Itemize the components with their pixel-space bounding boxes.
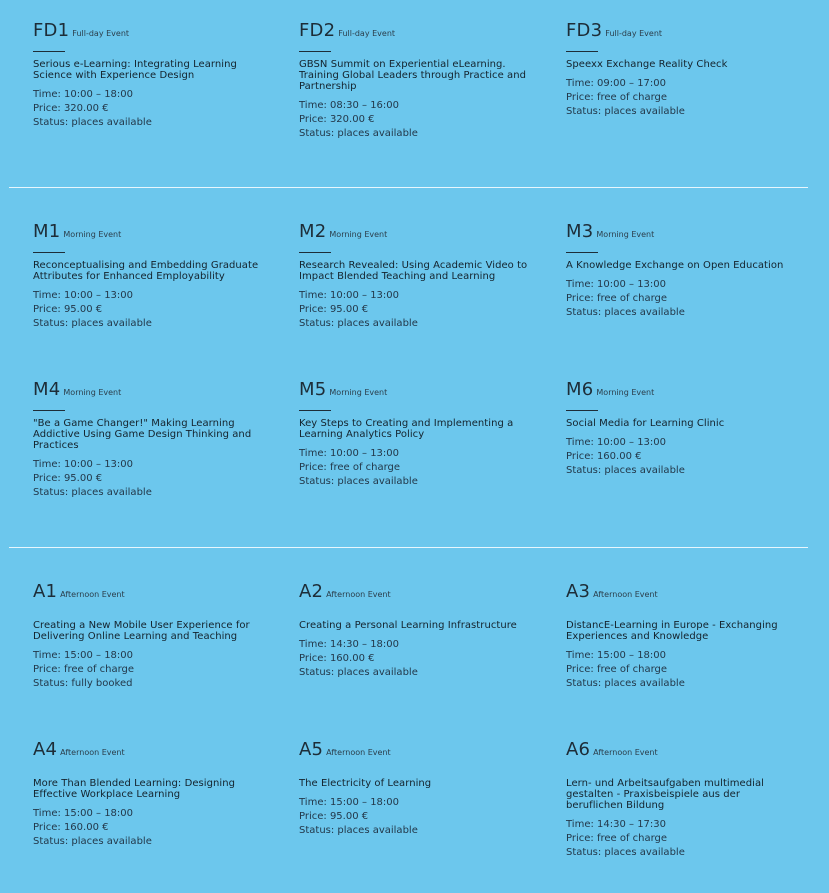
event-code: M6 bbox=[566, 379, 594, 400]
event-time: Time: 10:00 – 13:00 bbox=[299, 290, 400, 301]
event-title[interactable]: Speexx Exchange Reality Check bbox=[566, 59, 728, 70]
event-meta bbox=[566, 77, 798, 119]
event-time: Time: 08:30 – 16:00 bbox=[299, 100, 400, 111]
section-divider bbox=[9, 187, 808, 188]
event-title[interactable]: Lern- und Arbeitsaufgaben multimedial gestalten - Praxisbeispiele aus der beruflichen Bildung bbox=[566, 778, 764, 811]
event-card-m1[interactable] bbox=[33, 221, 273, 331]
event-title[interactable]: More Than Blended Learning: Designing Effective Workplace Learning bbox=[33, 778, 236, 800]
event-header bbox=[299, 581, 539, 605]
event-time: Time: 10:00 – 13:00 bbox=[566, 279, 667, 290]
event-type: Full-day Event bbox=[338, 29, 396, 38]
event-rule bbox=[299, 51, 331, 52]
event-time: Time: 10:00 – 13:00 bbox=[33, 459, 134, 470]
event-rule bbox=[566, 252, 598, 253]
event-price: Price: free of charge bbox=[566, 92, 668, 103]
event-status: Status: places available bbox=[299, 476, 418, 487]
event-status: Status: places available bbox=[299, 128, 418, 139]
event-rule bbox=[566, 51, 598, 52]
event-price: Price: free of charge bbox=[566, 293, 668, 304]
event-meta bbox=[566, 436, 798, 478]
event-status: Status: places available bbox=[33, 318, 152, 329]
event-title[interactable]: The Electricity of Learning bbox=[299, 778, 432, 789]
event-time: Time: 14:30 – 18:00 bbox=[299, 639, 400, 650]
event-title[interactable]: "Be a Game Changer!" Making Learning Addictive Using Game Design Thinking and Practices bbox=[33, 418, 252, 451]
event-type: Morning Event bbox=[63, 388, 122, 397]
event-code: FD3 bbox=[566, 20, 603, 41]
event-card-a6[interactable] bbox=[566, 739, 798, 860]
event-code: FD1 bbox=[33, 20, 70, 41]
event-status: Status: places available bbox=[33, 117, 152, 128]
event-time: Time: 10:00 – 13:00 bbox=[566, 437, 667, 448]
event-header bbox=[33, 739, 273, 763]
event-title[interactable]: Reconceptualising and Embedding Graduate Attributes for Enhanced Employability bbox=[33, 260, 259, 282]
event-meta bbox=[299, 796, 539, 838]
event-header bbox=[566, 379, 798, 403]
event-card-m6[interactable] bbox=[566, 379, 798, 478]
event-type: Morning Event bbox=[596, 388, 655, 397]
event-price: Price: 95.00 € bbox=[33, 304, 103, 315]
event-code: M4 bbox=[33, 379, 61, 400]
event-card-a4[interactable] bbox=[33, 739, 273, 849]
event-price: Price: 160.00 € bbox=[299, 653, 375, 664]
event-time: Time: 09:00 – 17:00 bbox=[566, 78, 667, 89]
event-time: Time: 10:00 – 18:00 bbox=[33, 89, 134, 100]
event-code: A2 bbox=[299, 581, 324, 602]
event-status: Status: places available bbox=[566, 847, 685, 858]
event-meta bbox=[33, 649, 273, 691]
event-meta bbox=[566, 649, 798, 691]
event-status: Status: places available bbox=[566, 106, 685, 117]
event-type: Afternoon Event bbox=[60, 748, 125, 757]
event-price: Price: 95.00 € bbox=[299, 304, 369, 315]
event-title[interactable]: Research Revealed: Using Academic Video to Impact Blended Teaching and Learning bbox=[299, 260, 528, 282]
event-price: Price: 320.00 € bbox=[299, 114, 375, 125]
event-price: Price: free of charge bbox=[566, 833, 668, 844]
event-header bbox=[566, 20, 798, 44]
event-header bbox=[33, 379, 273, 403]
event-header bbox=[299, 379, 539, 403]
event-status: Status: fully booked bbox=[33, 678, 133, 689]
event-status: Status: places available bbox=[299, 318, 418, 329]
event-rule bbox=[33, 51, 65, 52]
event-status: Status: places available bbox=[299, 825, 418, 836]
event-title[interactable]: Creating a New Mobile User Experience for Delivering Online Learning and Teaching bbox=[33, 620, 250, 642]
event-header bbox=[299, 221, 539, 245]
event-status: Status: places available bbox=[566, 307, 685, 318]
event-card-m4[interactable] bbox=[33, 379, 273, 500]
event-title[interactable]: Serious e-Learning: Integrating Learning Science with Experience Design bbox=[33, 59, 237, 81]
event-card-m5[interactable] bbox=[299, 379, 539, 489]
event-header bbox=[33, 581, 273, 605]
event-price: Price: free of charge bbox=[566, 664, 668, 675]
event-time: Time: 10:00 – 13:00 bbox=[299, 448, 400, 459]
event-meta bbox=[299, 638, 539, 680]
event-meta bbox=[33, 458, 273, 500]
event-time: Time: 10:00 – 13:00 bbox=[33, 290, 134, 301]
event-price: Price: free of charge bbox=[33, 664, 135, 675]
event-price: Price: 95.00 € bbox=[299, 811, 369, 822]
event-status: Status: places available bbox=[566, 678, 685, 689]
event-code: M2 bbox=[299, 221, 327, 242]
event-type: Full-day Event bbox=[72, 29, 130, 38]
event-meta bbox=[33, 88, 273, 130]
event-type: Afternoon Event bbox=[326, 590, 391, 599]
event-code: M3 bbox=[566, 221, 594, 242]
event-meta bbox=[299, 447, 539, 489]
event-code: A4 bbox=[33, 739, 58, 760]
event-code: M1 bbox=[33, 221, 61, 242]
event-title[interactable]: GBSN Summit on Experiential eLearning. Training Global Leaders through Practice and Partnership bbox=[299, 59, 526, 92]
event-header bbox=[299, 20, 539, 44]
event-type: Afternoon Event bbox=[326, 748, 391, 757]
event-time: Time: 14:30 – 17:30 bbox=[566, 819, 667, 830]
event-title[interactable]: Creating a Personal Learning Infrastructure bbox=[299, 620, 517, 631]
event-rule bbox=[33, 252, 65, 253]
event-card-fd2[interactable] bbox=[299, 20, 539, 141]
event-rule bbox=[299, 410, 331, 411]
event-meta bbox=[299, 289, 539, 331]
event-meta bbox=[566, 278, 798, 320]
event-header bbox=[33, 221, 273, 245]
event-card-a2[interactable] bbox=[299, 581, 539, 680]
event-type: Morning Event bbox=[596, 230, 655, 239]
event-price: Price: 320.00 € bbox=[33, 103, 109, 114]
event-card-m2[interactable] bbox=[299, 221, 539, 331]
event-time: Time: 15:00 – 18:00 bbox=[33, 650, 134, 661]
event-card-m3[interactable] bbox=[566, 221, 798, 320]
event-price: Price: 160.00 € bbox=[566, 451, 642, 462]
event-code: FD2 bbox=[299, 20, 336, 41]
event-code: A1 bbox=[33, 581, 58, 602]
event-code: A5 bbox=[299, 739, 324, 760]
event-code: M5 bbox=[299, 379, 327, 400]
event-card-a3[interactable] bbox=[566, 581, 798, 691]
event-rule bbox=[566, 410, 598, 411]
event-type: Afternoon Event bbox=[593, 590, 658, 599]
event-status: Status: places available bbox=[299, 667, 418, 678]
event-type: Morning Event bbox=[329, 388, 388, 397]
section-divider bbox=[9, 547, 808, 548]
event-code: A3 bbox=[566, 581, 591, 602]
event-time: Time: 15:00 – 18:00 bbox=[33, 808, 134, 819]
event-meta bbox=[566, 818, 798, 860]
event-type: Afternoon Event bbox=[593, 748, 658, 757]
event-rule bbox=[299, 252, 331, 253]
event-card-a1[interactable] bbox=[33, 581, 273, 691]
event-header bbox=[566, 739, 798, 763]
event-header bbox=[299, 739, 539, 763]
event-title[interactable]: DistancE-Learning in Europe - Exchanging Experiences and Knowledge bbox=[566, 620, 778, 642]
event-header bbox=[33, 20, 273, 44]
event-title[interactable]: Social Media for Learning Clinic bbox=[566, 418, 725, 429]
event-price: Price: free of charge bbox=[299, 462, 401, 473]
event-header bbox=[566, 581, 798, 605]
event-meta bbox=[33, 289, 273, 331]
event-time: Time: 15:00 – 18:00 bbox=[299, 797, 400, 808]
event-price: Price: 160.00 € bbox=[33, 822, 109, 833]
event-card-a5[interactable] bbox=[299, 739, 539, 838]
event-type: Afternoon Event bbox=[60, 590, 125, 599]
event-rule bbox=[33, 410, 65, 411]
event-meta bbox=[33, 807, 273, 849]
event-type: Morning Event bbox=[63, 230, 122, 239]
event-card-fd1[interactable] bbox=[33, 20, 273, 130]
event-status: Status: places available bbox=[33, 836, 152, 847]
event-status: Status: places available bbox=[33, 487, 152, 498]
event-time: Time: 15:00 – 18:00 bbox=[566, 650, 667, 661]
event-title[interactable]: A Knowledge Exchange on Open Education bbox=[566, 260, 784, 271]
event-title[interactable]: Key Steps to Creating and Implementing a Learning Analytics Policy bbox=[299, 418, 514, 440]
event-price: Price: 95.00 € bbox=[33, 473, 103, 484]
event-meta bbox=[299, 99, 539, 141]
event-header bbox=[566, 221, 798, 245]
event-type: Morning Event bbox=[329, 230, 388, 239]
event-code: A6 bbox=[566, 739, 591, 760]
event-card-fd3[interactable] bbox=[566, 20, 798, 119]
event-status: Status: places available bbox=[566, 465, 685, 476]
event-type: Full-day Event bbox=[605, 29, 663, 38]
